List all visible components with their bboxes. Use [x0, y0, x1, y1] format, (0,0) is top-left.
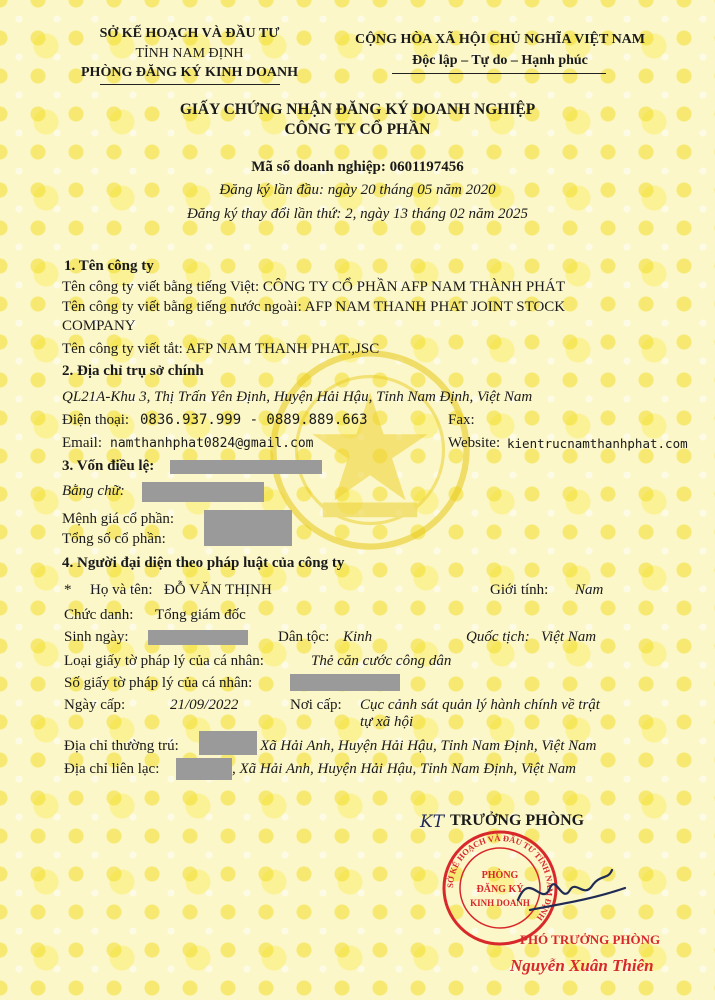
left-header-line3: PHÒNG ĐĂNG KÝ KINH DOANH: [81, 65, 298, 80]
right-header-underline: [392, 73, 606, 74]
phone-value: 0836.937.999 - 0889.889.663: [140, 412, 368, 428]
issue-date-label: Ngày cấp:: [64, 697, 126, 713]
stamp-center-line2: ĐĂNG KÝ: [476, 884, 524, 895]
rep-name: ĐỖ VĂN THỊNH: [164, 582, 272, 598]
website-label: Website:: [448, 435, 501, 451]
certificate-title: GIẤY CHỨNG NHẬN ĐĂNG KÝ DOANH NGHIỆP: [179, 101, 536, 118]
perm-address-value: Xã Hải Anh, Huyện Hải Hậu, Tỉnh Nam Định, Việt Nam: [260, 738, 597, 754]
nationality-value: Việt Nam: [541, 629, 597, 645]
redacted-id-number: [290, 674, 400, 691]
issue-date-value: 21/09/2022: [170, 697, 239, 713]
contact-address-label: Địa chỉ liên lạc:: [64, 761, 160, 777]
position-label: Chức danh:: [64, 607, 134, 623]
left-header-underline: [100, 84, 280, 85]
change-registration: Đăng ký thay đổi lần thứ: 2, ngày 13 tháng 02 năm 2025: [186, 206, 529, 222]
head-of-office-title: TRƯỞNG PHÒNG: [450, 812, 585, 829]
signer-name: Nguyễn Xuân Thiên: [510, 956, 654, 975]
redacted-capital: [170, 460, 322, 474]
company-name-vn: Tên công ty viết bằng tiếng Việt: CÔNG TY CỔ PHẦN AFP NAM THÀNH PHÁT: [62, 279, 565, 295]
company-name-foreign-2: COMPANY: [62, 318, 136, 334]
section-1-heading: 1. Tên công ty: [64, 258, 154, 274]
issue-place-line1: Cục cảnh sát quản lý hành chính về trật: [360, 697, 600, 713]
left-header-line2: TỈNH NAM ĐỊNH: [135, 46, 244, 61]
kt-initials: KT: [420, 812, 445, 832]
section-3-heading: 3. Vốn điều lệ:: [62, 458, 155, 474]
email-value: namthanhphat0824@gmail.com: [110, 436, 314, 451]
redacted-par-value: [204, 510, 292, 546]
contact-address-value: , Xã Hải Anh, Huyện Hải Hậu, Tỉnh Nam Định, Việt Nam: [232, 761, 577, 777]
deputy-head-title: PHÓ TRƯỞNG PHÒNG: [520, 932, 661, 947]
handwritten-signature: [500, 860, 630, 920]
dob-label: Sinh ngày:: [64, 629, 129, 645]
id-type-label: Loại giấy tờ pháp lý của cá nhân:: [64, 653, 264, 669]
id-number-label: Số giấy tờ pháp lý của cá nhân:: [64, 675, 253, 691]
company-short-name: Tên công ty viết tắt: AFP NAM THANH PHAT.,JSC: [62, 341, 380, 357]
website-value: kientrucnamthanhphat.com: [507, 436, 688, 451]
right-header-line2: Độc lập – Tự do – Hạnh phúc: [412, 53, 588, 68]
issue-place-label: Nơi cấp:: [290, 697, 342, 713]
section-4-heading: 4. Người đại diện theo pháp luật của công ty: [62, 555, 345, 571]
perm-address-label: Địa chỉ thường trú:: [64, 738, 179, 754]
fax-label: Fax:: [448, 412, 475, 428]
redacted-capital-words: [142, 482, 264, 502]
phone-label: Điện thoại:: [62, 412, 130, 428]
ethnic-label: Dân tộc:: [278, 629, 330, 645]
left-header-line1: SỞ KẾ HOẠCH VÀ ĐẦU TƯ: [99, 26, 280, 41]
ethnic-value: Kinh: [343, 629, 373, 645]
id-type-value: Thẻ căn cước công dân: [311, 653, 452, 669]
section-2-heading: 2. Địa chỉ trụ sở chính: [62, 363, 204, 379]
right-header-line1: CỘNG HÒA XÃ HỘI CHỦ NGHĨA VIỆT NAM: [354, 32, 645, 47]
total-shares-label: Tổng số cổ phần:: [62, 531, 166, 547]
enterprise-code: Mã số doanh nghiệp: 0601197456: [251, 159, 464, 175]
redacted-contact-address: [176, 758, 232, 780]
first-registration: Đăng ký lần đầu: ngày 20 tháng 05 năm 2020: [219, 182, 496, 198]
par-value-label: Mệnh giá cổ phần:: [62, 511, 175, 527]
company-name-foreign-1: Tên công ty viết bằng tiếng nước ngoài: AFP NAM THANH PHAT JOINT STOCK: [62, 299, 566, 315]
redacted-perm-address: [199, 731, 257, 755]
capital-in-words-label: Bằng chữ:: [62, 483, 125, 499]
gender-value: Nam: [575, 582, 604, 598]
gender-label: Giới tính:: [490, 582, 549, 598]
head-office-address: QL21A-Khu 3, Thị Trấn Yên Định, Huyện Hải Hậu, Tỉnh Nam Định, Việt Nam: [62, 389, 533, 405]
stamp-ring-text: SỞ KẾ HOẠCH VÀ ĐẦU TƯ TỈNH NAM ĐỊNH: [444, 832, 556, 923]
position-value: Tổng giám đốc: [155, 607, 246, 623]
company-type: CÔNG TY CỔ PHẦN: [284, 121, 431, 138]
rep-name-label: Họ và tên:: [90, 582, 153, 598]
stamp-center-line1: PHÒNG: [481, 870, 519, 881]
email-label: Email:: [62, 435, 102, 451]
redacted-dob: [148, 630, 248, 645]
bullet: *: [64, 582, 72, 598]
issue-place-line2: tự xã hội: [360, 714, 414, 730]
nationality-label: Quốc tịch:: [466, 629, 530, 645]
stamp-center-line3: KINH DOANH: [470, 898, 530, 908]
